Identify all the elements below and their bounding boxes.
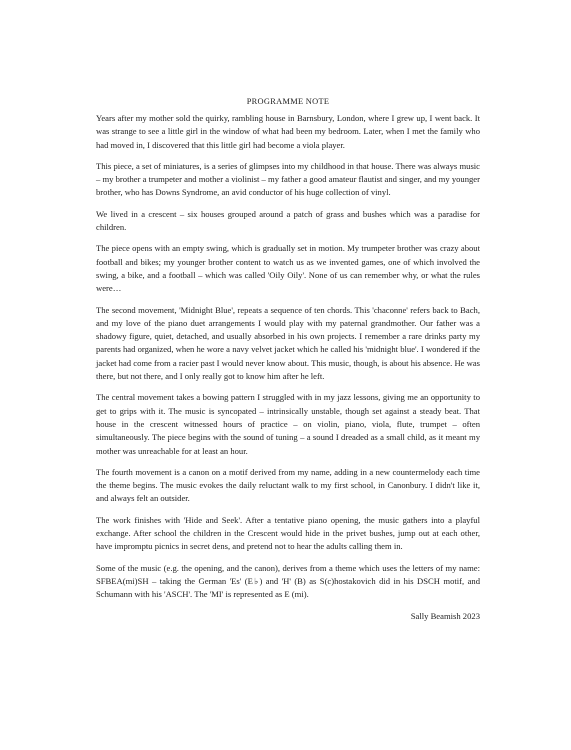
paragraph-1: Years after my mother sold the quirky, rambling house in Barnsbury, London, where I grew up, I went back. It was strange to see a little girl in the window of what had been my bedroom. Later, when I met the family who had moved in, I discovered that this little girl had become a viola player. bbox=[96, 113, 480, 150]
paragraph-7: The fourth movement is a canon on a motif derived from my name, adding in a new countermelody each time the theme begins. The music evokes the daily reluctant walk to my first school, in Canonbury. I didn't like it, and always felt an outsider. bbox=[96, 466, 480, 504]
paragraph-9: Some of the music (e.g. the opening, and the canon), derives from a theme which uses the letters of my name: SFBEA(mi)SH – taking the German 'Es' (E♭) and 'H' (B) as S(c)hostakovich did in his DSCH motif, and Schumann with his 'ASCH'. The 'MI' is represented as E (mi). bbox=[96, 562, 480, 600]
paragraph-5: The second movement, 'Midnight Blue', repeats a sequence of ten chords. This 'chaconne' refers back to Bach, and my love of the piano duet arrangements I would play with my paternal grandmother. Our father was a shadowy figure, quiet, detached, and usually absorbed in his own projects. I remember a rare drinks party my parents had organized, when he wore a navy velvet jacket which he called his 'midnight blue'. I wondered if the jacket had come from a racier past I would never know about. This music, though, is about his absence. He was there, but not there, and I only really got to know him after he left. bbox=[96, 304, 480, 382]
programme-note bbox=[96, 95, 480, 623]
paragraph-8: The work finishes with 'Hide and Seek'. After a tentative piano opening, the music gathers into a playful exchange. After school the children in the Crescent would hide in the privet bushes, jump out at each other, have impromptu picnics in secret dens, and pretend not to hear the adults calling them in. bbox=[96, 514, 480, 552]
paragraph-6: The central movement takes a bowing pattern I struggled with in my jazz lessons, giving me an opportunity to get to grips with it. The music is syncopated – intrinsically unstable, though set against a steady beat. That house in the crescent witnessed hours of practice – on violin, piano, viola, flute, trumpet – often simultaneously. The piece begins with the sound of tuning – a sound I dreaded as a small child, as it meant my mother was unreachable for at least an hour. bbox=[96, 392, 480, 456]
paragraph-4: The piece opens with an empty swing, which is gradually set in motion. My trumpeter brother was crazy about football and bikes; my younger brother content to watch us as we invented games, one of which involved the swing, a bike, and a football – which was called 'Oily Oily'. None of us can remember why, or what the rules were… bbox=[96, 243, 480, 294]
paragraph-3: We lived in a crescent – six houses grouped around a patch of grass and bushes which was a paradise for children. bbox=[96, 208, 480, 233]
paragraph-2: This piece, a set of miniatures, is a series of glimpses into my childhood in that house. There was always music – my brother a trumpeter and mother a violinist – my father a good amateur flautist and singer, and my younger brother, who has Downs Syndrome, an avid conductor of his huge collection of vinyl. bbox=[96, 160, 480, 198]
page-title: PROGRAMME NOTE bbox=[246, 97, 330, 106]
signature: Sally Beamish 2023 bbox=[410, 610, 480, 621]
